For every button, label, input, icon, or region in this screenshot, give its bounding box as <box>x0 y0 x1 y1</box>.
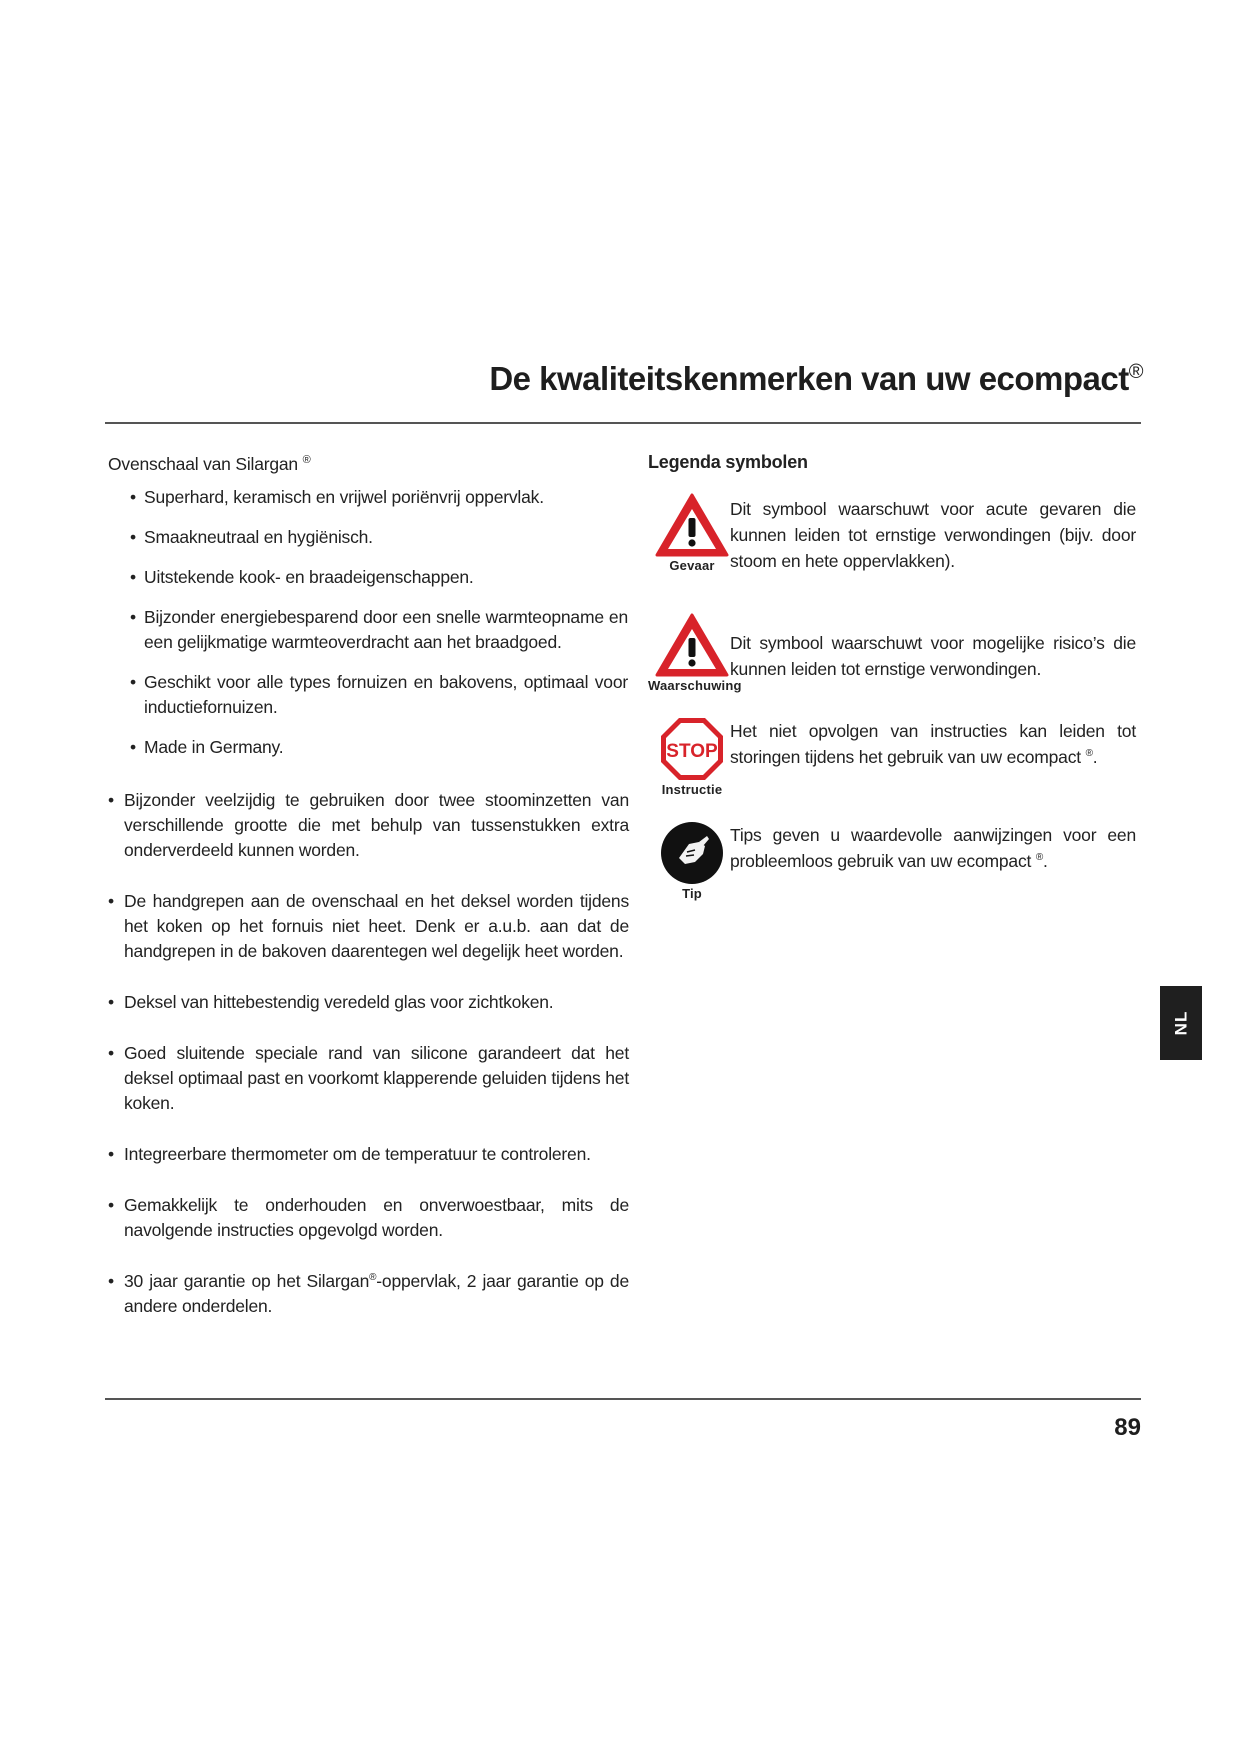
legend-description-text: Het niet opvolgen van instructies kan leiden tot storingen tijdens het gebruik van uw ecompact <box>730 721 1136 767</box>
language-tab <box>1160 986 1202 1060</box>
stop-sign-text: STOP <box>666 741 718 762</box>
legend-icon-tip <box>648 820 736 901</box>
language-tab-label: NL <box>1170 1010 1190 1036</box>
bottom-divider <box>105 1398 1141 1400</box>
list-item-text: -oppervlak, 2 jaar garantie op de andere onderdelen. <box>124 1271 629 1316</box>
page-number: 89 <box>1114 1414 1141 1441</box>
list-item: • Superhard, keramisch en vrijwel poriënvrij oppervlak. <box>130 485 628 510</box>
legend-icon-danger <box>648 492 736 573</box>
legend-description-end: . <box>1043 851 1048 871</box>
legend-column <box>648 452 1138 901</box>
list-item: • De handgrepen aan de ovenschaal en het deksel worden tijdens het koken op het fornuis niet heet. Denk er a.u.b. aan dat de handgrepen in de bakoven daarentegen wel degelijk heet worden. <box>108 889 629 964</box>
list-item: • Integreerbare thermometer om de temperatuur te controleren. <box>108 1142 629 1167</box>
registered-mark: ® <box>1035 852 1044 864</box>
legend-caption: Gevaar <box>669 558 715 573</box>
legend-description: Dit symbool waarschuwt voor acute gevaren die kunnen leiden tot ernstige verwondingen (bijv. door stoom en hete oppervlakken). <box>730 499 1136 571</box>
legend-icon-instruction <box>648 716 736 797</box>
list-item: • Uitstekende kook- en braadeigenschappen. <box>130 565 628 590</box>
stop-sign-icon <box>659 716 725 782</box>
list-item: • Goed sluitende speciale rand van silicone garandeert dat het deksel optimaal past en voorkomt klapperende geluiden tijdens het koken. <box>108 1041 629 1116</box>
registered-mark: ® <box>302 454 311 467</box>
warning-triangle-icon <box>654 612 730 678</box>
legend-description <box>730 822 1136 874</box>
legend-description-end: . <box>1092 747 1098 767</box>
list-item: • Geschikt voor alle types fornuizen en bakovens, optimaal voor inductiefornuizen. <box>130 670 628 720</box>
registered-mark: ® <box>369 1272 377 1284</box>
features-intro <box>108 452 628 477</box>
features-intro-text: Ovenschaal van Silargan <box>108 454 298 474</box>
registered-mark: ® <box>1085 748 1093 760</box>
legend-description: Dit symbool waarschuwt voor mogelijke risico’s die kunnen leiden tot ernstige verwondingen. <box>730 633 1136 679</box>
legend-description-text: Tips geven u waardevolle aanwijzingen voor een probleemloos gebruik van uw ecompact <box>730 825 1136 871</box>
registered-mark: ® <box>1128 361 1143 384</box>
list-item: • Gemakkelijk te onderhouden en onverwoestbaar, mits de navolgende instructies opgevolgd worden. <box>108 1193 629 1243</box>
list-item: • Deksel van hittebestendig veredeld glas voor zichtkoken. <box>108 990 629 1015</box>
features-column <box>108 452 628 1345</box>
danger-triangle-icon <box>654 492 730 558</box>
list-item: • Smaakneutraal en hygiënisch. <box>130 525 628 550</box>
list-item-text: 30 jaar garantie op het Silargan <box>124 1271 370 1291</box>
silargan-feature-list <box>108 485 628 760</box>
list-item <box>108 1269 629 1319</box>
list-item: • Made in Germany. <box>130 735 628 760</box>
page-title-text: De kwaliteitskenmerken van uw ecompact <box>489 360 1129 398</box>
tip-hand-icon <box>659 820 725 886</box>
legend-caption: Tip <box>682 886 702 901</box>
list-item: • Bijzonder energiebesparend door een snelle warmteopname en een gelijkmatige warmteoverdracht aan het braadgoed. <box>130 605 628 655</box>
page-title <box>489 360 1143 398</box>
legend-icon-warning <box>648 612 742 693</box>
legend-caption: Waarschuwing <box>648 678 742 693</box>
list-item: • Bijzonder veelzijdig te gebruiken door twee stoominzetten van verschillende grootte die met behulp van tussenstukken extra onderverdeeld kunnen worden. <box>108 788 629 863</box>
legend-description <box>730 718 1136 770</box>
legend-heading: Legenda symbolen <box>648 452 808 472</box>
legend-caption: Instructie <box>661 782 723 797</box>
product-feature-list <box>108 788 628 1319</box>
top-divider <box>105 422 1141 424</box>
